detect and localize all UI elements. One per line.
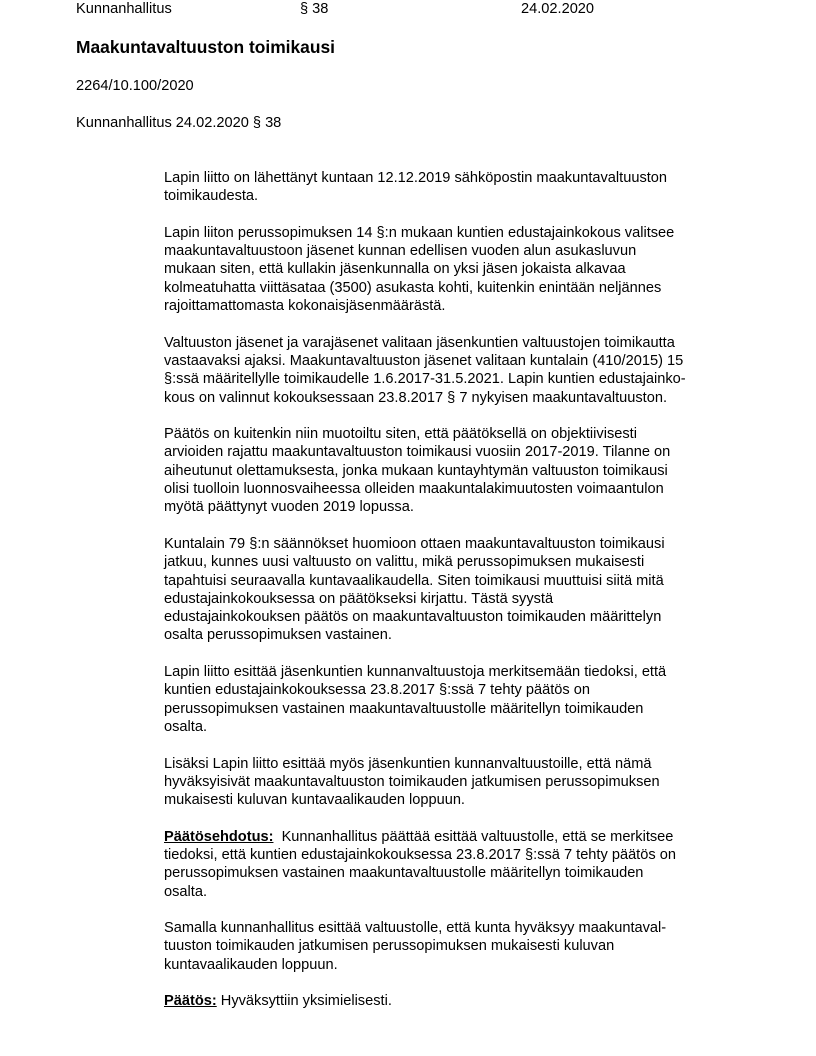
paragraph-6 <box>164 663 740 736</box>
text-line: kuntavaalikauden loppuun. <box>164 956 338 973</box>
text-line: perussopimuksen vastainen maakuntavaltuustolle määritellyn toimikauden <box>164 865 644 882</box>
text-line: tapahtuisi seuraavalla kuntavaalikaudella. Siten toimikausi muuttuisi siitä mitä <box>164 572 664 589</box>
text-line: osalta. <box>164 718 207 735</box>
header-date: 24.02.2020 <box>521 1 595 17</box>
text-line: olisi tuolloin luonnosvaiheessa olleiden maakuntalakimuutosten voimaantulon <box>164 481 664 498</box>
text-line: kuntien edustajainkokouksessa 23.8.2017 §:ssä 7 tehty päätös on <box>164 682 590 699</box>
paragraph-5 <box>164 535 740 645</box>
page-title: Maakuntavaltuuston toimikausi <box>76 37 335 57</box>
text-line: osalta. <box>164 883 207 900</box>
paragraph-7 <box>164 755 740 810</box>
decision-proposal <box>164 828 740 901</box>
text-line: myötä päättynyt vuoden 2019 lopussa. <box>164 499 414 516</box>
text-line: aiheutunut olettamuksesta, jonka mukaan kuntayhtymän valtuuston toimikausi <box>164 462 668 479</box>
text-line: perussopimuksen vastainen maakuntavaltuustolle määritellyn toimikauden <box>164 700 644 717</box>
text-line: kous on valinnut kokouksessaan 23.8.2017 § 7 nykyisen maakuntavaltuuston. <box>164 389 667 406</box>
text-line: Kunnanhallitus päättää esittää valtuustolle, että se merkitsee <box>273 828 674 845</box>
text-line: hyväksyisivät maakuntavaltuuston toimikauden jatkumisen perussopimuksen <box>164 773 660 790</box>
paragraph-4 <box>164 425 740 516</box>
text-line: Lapin liitto esittää jäsenkuntien kunnanvaltuustoja merkitsemään tiedoksi, että <box>164 664 667 681</box>
text-line: osalta perussopimuksen vastainen. <box>164 627 392 644</box>
decision <box>164 992 740 1010</box>
text-line: §:ssä määritellylle toimikaudelle 1.6.2017-31.5.2021. Lapin kuntien edustajainko- <box>164 371 686 388</box>
text-line: Päätös on kuitenkin niin muotoiltu siten, että päätöksellä on objektiivisesti <box>164 426 637 443</box>
text-line: Samalla kunnanhallitus esittää valtuustolle, että kunta hyväksyy maakuntaval- <box>164 920 667 937</box>
text-line: maakuntavaltuustoon jäsenet kunnan edellisen vuoden alun asukasluvun <box>164 243 637 260</box>
text-line: edustajainkokouksen päätös on maakuntavaltuuston toimikauden määrittelyn <box>164 609 662 626</box>
text-line: jatkuu, kunnes uusi valtuusto on valittu, mikä perussopimuksen mukaisesti <box>164 554 645 571</box>
paragraph-2 <box>164 224 740 315</box>
diary-number: 2264/10.100/2020 <box>76 78 194 94</box>
additional-proposal <box>164 919 740 974</box>
text-line: arvioiden rajattu maakuntavaltuuston toimikausi vuosiin 2017-2019. Tilanne on <box>164 444 671 461</box>
decision-text: Hyväksyttiin yksimielisesti. <box>216 993 392 1010</box>
text-line: vastaavaksi ajaksi. Maakuntavaltuuston jäsenet valitaan kuntalain (410/2015) 15 <box>164 352 684 369</box>
text-line: edustajainkokouksessa on päätökseksi kirjattu. Tästä syystä <box>164 590 554 607</box>
paragraph-1 <box>164 169 740 206</box>
paragraph-3 <box>164 334 740 407</box>
text-line: mukaan siten, että kullakin jäsenkunnalla on yksi jäsen jokaista alkavaa <box>164 261 626 278</box>
text-line: Lapin liitto on lähettänyt kuntaan 12.12.2019 sähköpostin maakuntavaltuuston <box>164 170 668 186</box>
text-line: Lapin liiton perussopimuksen 14 §:n mukaan kuntien edustajainkokous valitsee <box>164 224 675 241</box>
text-line: Kuntalain 79 §:n säännökset huomioon ottaen maakuntavaltuuston toimikausi <box>164 535 665 552</box>
text-line: toimikaudesta. <box>164 188 259 205</box>
text-line: Valtuuston jäsenet ja varajäsenet valitaan jäsenkuntien valtuustojen toimikautta <box>164 334 675 351</box>
text-line: rajoittamattomasta kokonaisjäsenmäärästä. <box>164 298 446 315</box>
text-line: tiedoksi, että kuntien edustajainkokouksessa 23.8.2017 §:ssä 7 tehty päätös on <box>164 846 676 863</box>
text-line: Lisäksi Lapin liitto esittää myös jäsenkuntien kunnanvaltuustoille, että nämä <box>164 755 652 772</box>
header-body: Kunnanhallitus <box>76 1 172 17</box>
document-body <box>164 169 740 1029</box>
text-line: tuuston toimikauden jatkumisen perussopimuksen mukaisesti kuluvan <box>164 938 615 955</box>
meeting-reference: Kunnanhallitus 24.02.2020 § 38 <box>76 115 282 131</box>
proposal-label: Päätösehdotus: <box>164 828 274 845</box>
text-line: kolmeatuhatta viittäsataa (3500) asukasta kohti, kuitenkin enintään neljännes <box>164 279 662 296</box>
header-section: § 38 <box>300 1 329 17</box>
decision-label: Päätös: <box>164 993 217 1010</box>
text-line: mukaisesti kuluvan kuntavaalikauden loppuun. <box>164 792 465 809</box>
